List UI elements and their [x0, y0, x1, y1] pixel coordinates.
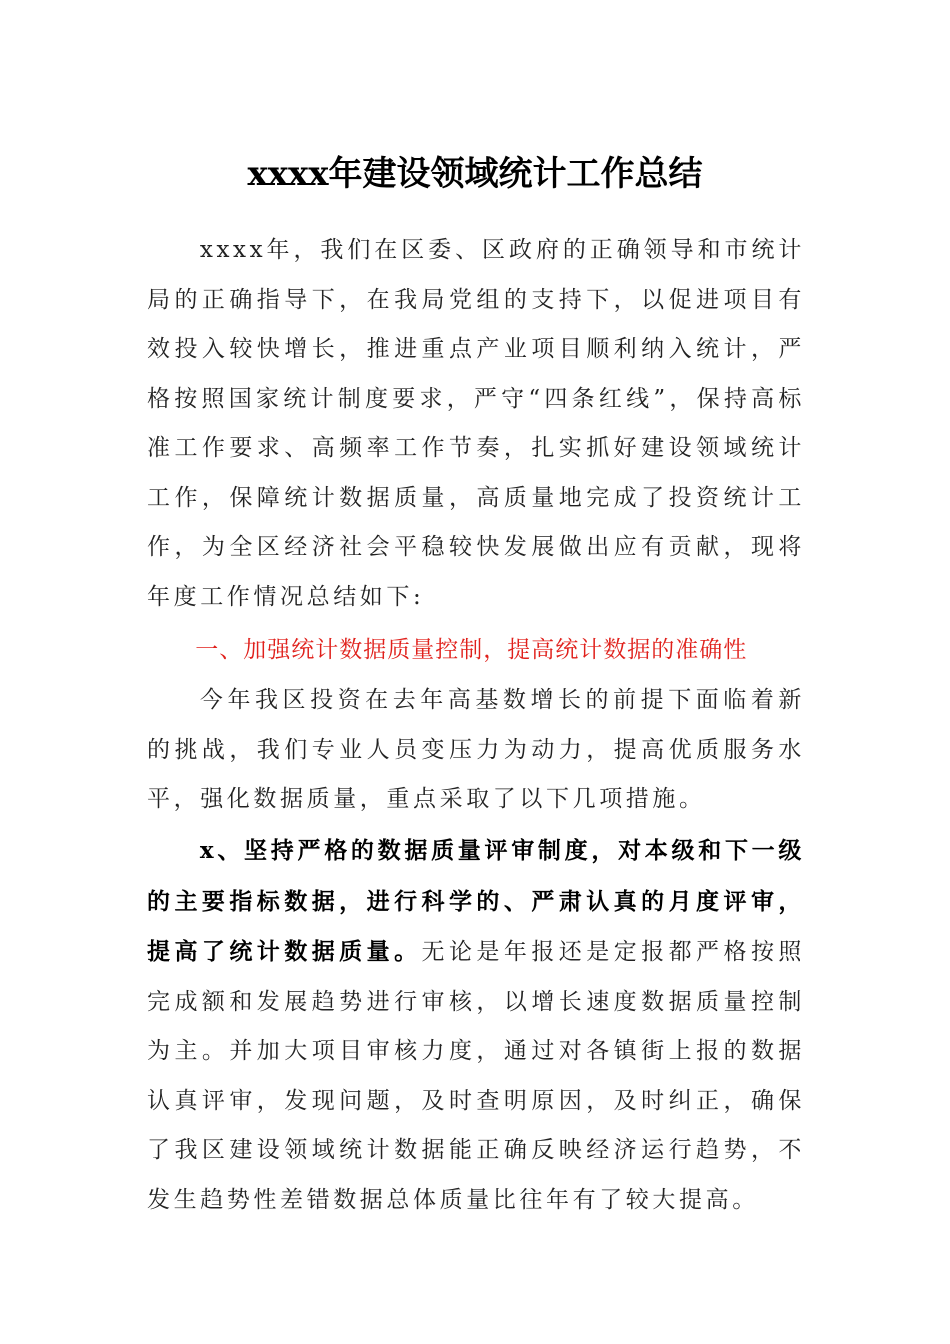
item-1-text: 无论是年报还是定报都严格按照完成额和发展趋势进行审核，以增长速度数据质量控制为主。并加大项目审核力度，通过对各镇街上报的数据认真评审，发现问题，及时查明原因，及时纠正，确保了我区建设领域统计数据能正确反映经济运行趋势，不发生趋势性差错数据总体质量比往年有了较大提高。: [147, 939, 806, 1213]
section-heading-1: 一、加强统计数据质量控制，提高统计数据的准确性: [195, 637, 748, 663]
intro-paragraph: xxxx年，我们在区委、区政府的正确领导和市统计局的正确指导下，在我局党组的支持下，以促进项目有效投入较快增长，推进重点产业项目顺利纳入统计，严格按照国家统计制度要求，严守“四条红线”，保持高标准工作要求、高频率工作节奏，扎实抓好建设领域统计工作，保障统计数据质量，高质量地完成了投资统计工作，为全区经济社会平稳较快发展做出应有贡献，现将年度工作情况总结如下:: [147, 237, 805, 610]
item-1-paragraph: [147, 826, 805, 1225]
document-title: xxxx年建设领域统计工作总结: [247, 154, 703, 194]
item-1-bold-lead: x、坚持严格的数据质量评审制度，对本级和下一级的主要指标数据，进行科学的、严肃认真的月度评审，提高了统计数据质量。: [147, 837, 805, 965]
section-1-paragraph: 今年我区投资在去年高基数增长的前提下面临着新的挑战，我们专业人员变压力为动力，提高优质服务水平，强化数据质量，重点采取了以下几项措施。: [147, 687, 805, 812]
